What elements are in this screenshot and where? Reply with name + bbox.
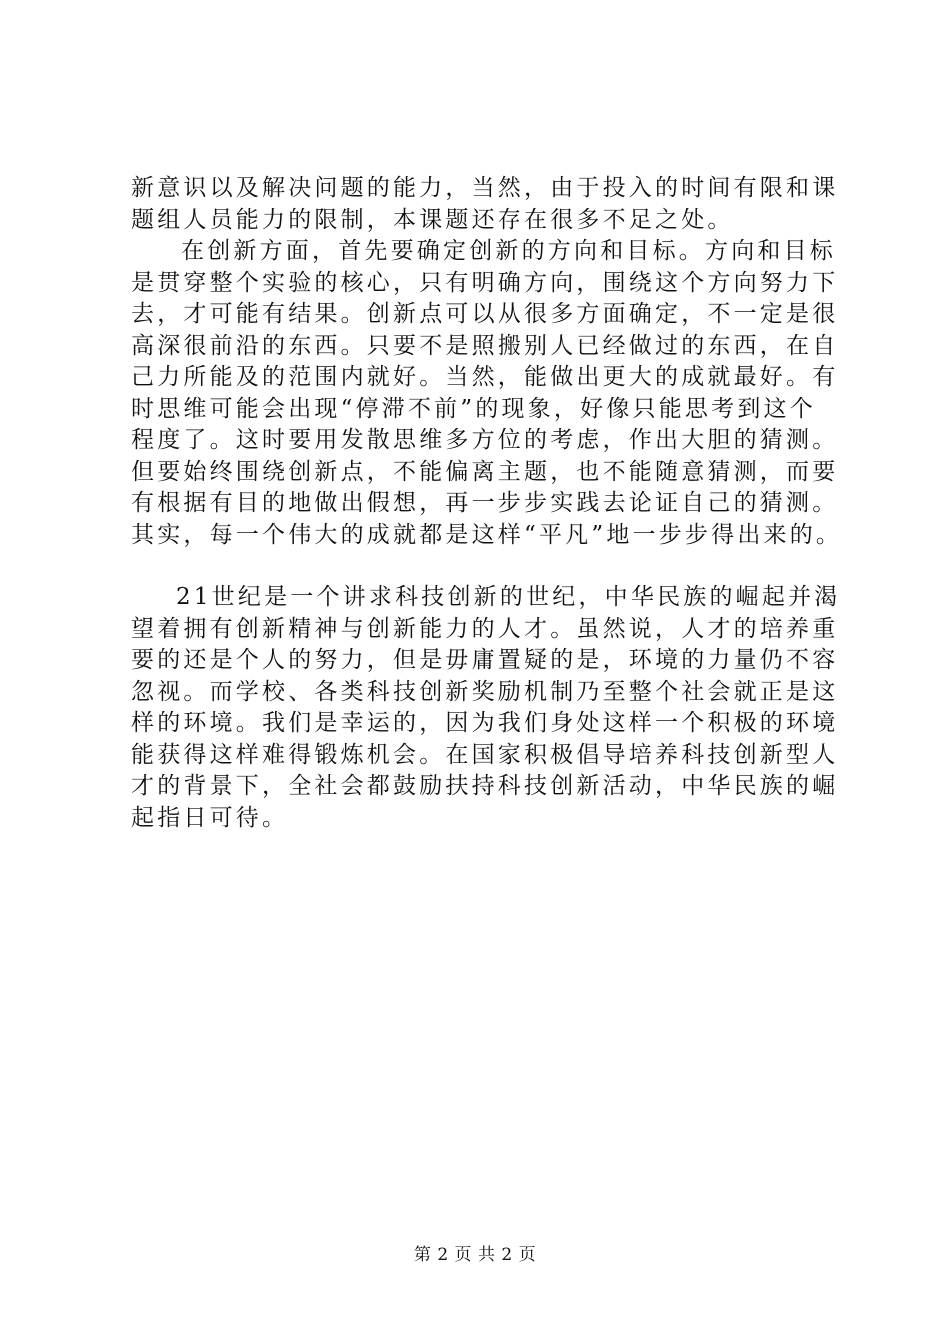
text-line: 能获得这样难得锻炼机会。在国家积极倡导培养科技创新型人 bbox=[131, 741, 839, 768]
text-line: 忽视。而学校、各类科技创新奖励机制乃至整个社会就正是这 bbox=[131, 678, 839, 705]
text-line: 有根据有目的地做出假想，再一步步实践去论证自己的猜测。 bbox=[131, 490, 839, 516]
text-line: 望着拥有创新精神与创新能力的人才。虽然说，人才的培养重 bbox=[131, 615, 839, 642]
text-line: 题组人员能力的限制，本课题还存在很多不足之处。 bbox=[131, 206, 734, 233]
text-line: 其实，每一个伟大的成就都是这样“平凡”地一步步得出来的。 bbox=[131, 521, 843, 548]
document-body bbox=[131, 173, 851, 834]
paragraph-1 bbox=[131, 173, 851, 236]
text-line: 但要始终围绕创新点，不能偏离主题，也不能随意猜测，而要 bbox=[131, 458, 839, 485]
text-line: 去，才可能有结果。创新点可以从很多方面确定，不一定是很 bbox=[131, 301, 839, 327]
paragraph-gap bbox=[131, 551, 851, 582]
paragraph-2 bbox=[131, 236, 851, 551]
text-line: 高深很前沿的东西。只要不是照搬别人已经做过的东西，在自 bbox=[131, 332, 839, 359]
text-line: 21世纪是一个讲求科技创新的世纪，中华民族的崛起并渴 bbox=[176, 584, 841, 610]
text-line: 程度了。这时要用发散思维多方位的考虑，作出大胆的猜测。 bbox=[131, 427, 839, 453]
paragraph-3 bbox=[131, 582, 851, 834]
text-line: 是贯穿整个实验的核心，只有明确方向，围绕这个方向努力下 bbox=[131, 269, 839, 296]
text-line: 起指日可待。 bbox=[131, 804, 289, 831]
page-number-footer: 第 2 页 共 2 页 bbox=[413, 1245, 537, 1265]
text-line: 新意识以及解决问题的能力，当然，由于投入的时间有限和课 bbox=[131, 175, 839, 201]
text-line: 才的背景下，全社会都鼓励扶持科技创新活动，中华民族的崛 bbox=[131, 773, 839, 799]
text-line: 在创新方面，首先要确定创新的方向和目标。方向和目标 bbox=[181, 238, 836, 264]
text-line: 样的环境。我们是幸运的，因为我们身处这样一个积极的环境 bbox=[131, 710, 839, 736]
text-line: 要的还是个人的努力，但是毋庸置疑的是，环境的力量仍不容 bbox=[131, 647, 839, 673]
text-line: 时思维可能会出现“停滞不前”的现象，好像只能思考到这个 bbox=[131, 395, 816, 422]
text-line: 己力所能及的范围内就好。当然，能做出更大的成就最好。有 bbox=[131, 364, 839, 390]
